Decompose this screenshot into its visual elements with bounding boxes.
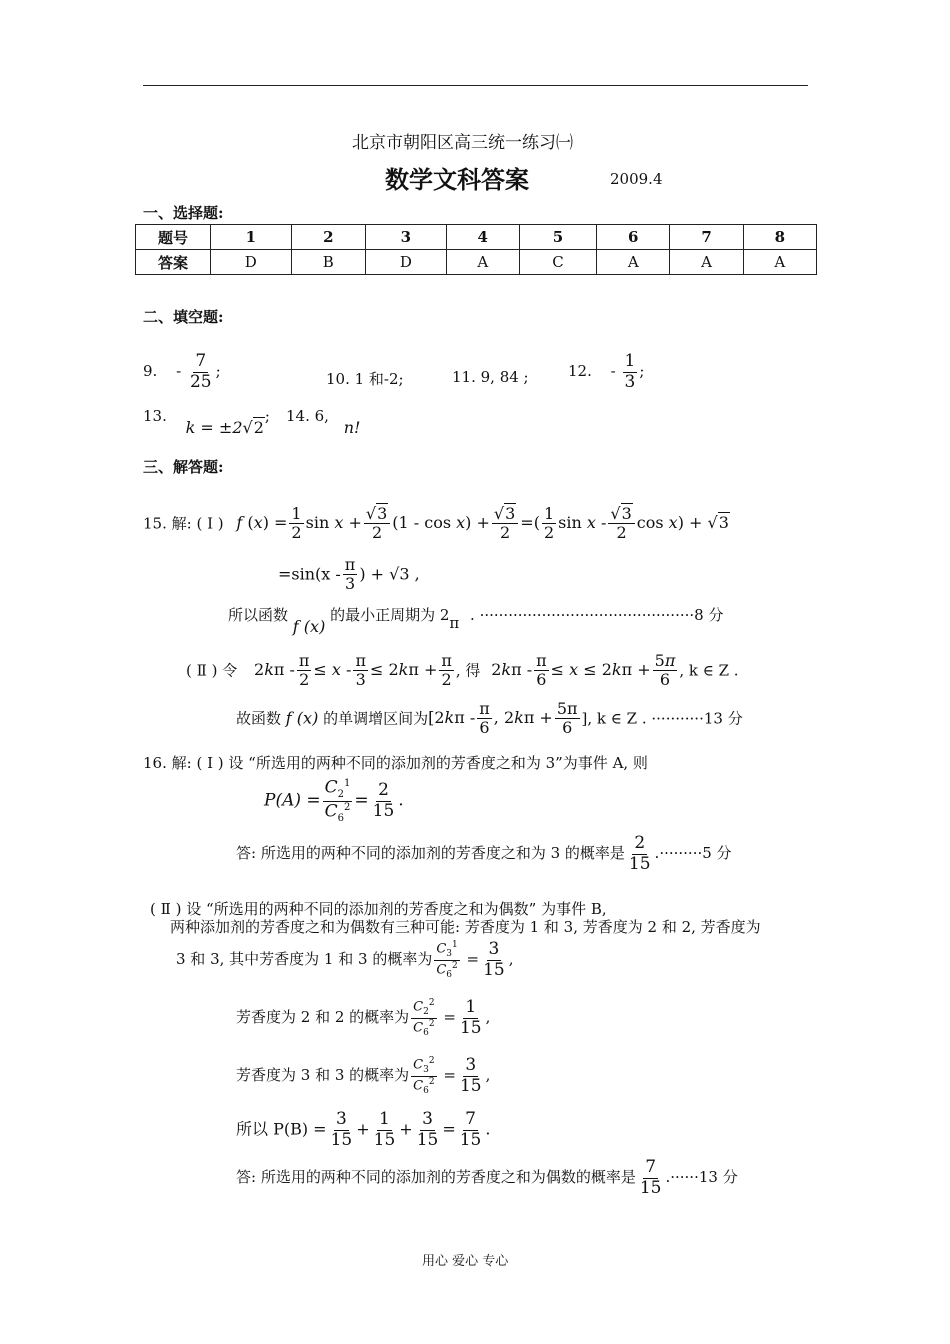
table-cell: A (597, 250, 670, 275)
answer-q13: 13. k = ±2√2; (143, 407, 270, 437)
table-cell: 8 (743, 225, 816, 250)
table-cell: D (366, 250, 447, 275)
table-cell: 4 (446, 225, 519, 250)
table-cell: C (519, 250, 596, 275)
q16-part2-line5: 芳香度为 3 和 3 的概率为 $\frac{C_3^2}{C_6^2}$ = $\frac{3}{15}$ , (236, 1055, 491, 1096)
table-cell: A (670, 250, 743, 275)
table-cell: 7 (670, 225, 743, 250)
top-rule (143, 85, 808, 86)
section3-heading: 三、解答题: (143, 458, 224, 476)
answer-q12: 12. - $\frac{1}{3}$ ; (568, 351, 645, 392)
section2-heading: 二、填空题: (143, 308, 224, 326)
q16-part2-line2: 两种添加剂的芳香度之和为偶数有三种可能: 芳香度为 1 和 3, 芳香度为 2 和 2, 芳香度为 (170, 918, 761, 936)
table-cell: 6 (597, 225, 670, 250)
table-cell: 5 (519, 225, 596, 250)
q16-part2-line1: ( Ⅱ ) 设 “所选用的两种不同的添加剂的芳香度之和为偶数” 为事件 B, (150, 900, 607, 918)
section1-heading: 一、选择题: (143, 204, 224, 222)
q16-pa: P(A) = $\frac{C_2^1}{C_6^2}$ = $\frac{2}{15}$ . (264, 777, 404, 824)
q16-answer1: 答: 所选用的两种不同的添加剂的芳香度之和为 3 的概率是 $\frac{2}{15}$ .·········5 分 (236, 833, 732, 874)
page-footer: 用心 爱心 专心 (422, 1254, 509, 1269)
fraction: $\frac{1}{3}$ (624, 351, 636, 392)
answer-q11: 11. 9, 84 ; (452, 368, 529, 386)
document-subtitle: 北京市朝阳区高三统一练习㈠ (352, 133, 573, 153)
document-title: 数学文科答案 (385, 165, 529, 194)
q16-part2-line4: 芳香度为 2 和 2 的概率为 $\frac{C_2^2}{C_6^2}$ = $\frac{1}{15}$ , (236, 997, 491, 1038)
row-label-number: 题号 (136, 225, 211, 250)
q15-interval: 故函数 f (x) 的单调增区间为[2kπ - $\frac{\pi}{6}$ , 2kπ + $\frac{5\pi}{6}$ ], k ∈ Z . ···········13 分 (236, 699, 743, 738)
table-row-answers (136, 250, 817, 275)
answer-q9: 9. - $\frac{7}{25}$ ; (143, 351, 221, 392)
table-cell: A (446, 250, 519, 275)
q16-answer2: 答: 所选用的两种不同的添加剂的芳香度之和为偶数的概率是 $\frac{7}{15}$ .······13 分 (236, 1157, 738, 1198)
answer-q14: 14. 6, n! (286, 407, 361, 437)
row-label-answer: 答案 (136, 250, 211, 275)
table-cell: 1 (211, 225, 292, 250)
q15-period: 所以函数 f (x) 的最小正周期为 2π . ·············································8 分 (228, 606, 724, 636)
q16-pb: 所以 P(B) = $\frac{3}{15}$ + $\frac{1}{15}$ + $\frac{3}{15}$ = $\frac{7}{15}$ . (236, 1109, 491, 1150)
q16-line1: 16. 解: ( Ⅰ ) 设 “所选用的两种不同的添加剂的芳香度之和为 3”为事件 A, 则 (143, 754, 648, 772)
fraction: $\frac{7}{25}$ (189, 351, 212, 392)
q15-part1: 15. 解: ( Ⅰ ) f (x) = $\frac{1}{2}$ sin x + $\frac{√3}{2}$ (1 - cos x) + $\frac{√3}{2}$ =( $\frac{1}{2}$ sin x - $\frac{√3}{2}$ cos x) + √3 (143, 504, 729, 543)
table-cell: 2 (291, 225, 365, 250)
table-cell: A (743, 250, 816, 275)
document-date: 2009.4 (610, 170, 663, 188)
q15-part2: ( Ⅱ ) 令 2kπ - $\frac{\pi}{2}$ ≤ x - $\frac{\pi}{3}$ ≤ 2kπ + $\frac{\pi}{2}$ , 得 2kπ - $\frac{\pi}{6}$ ≤ x ≤ 2kπ + $\frac{5\pi}{6}$ , k ∈ Z . (186, 651, 739, 690)
table-cell: D (211, 250, 292, 275)
table-row-numbers (136, 225, 817, 250)
answer-q10: 10. 1 和-2; (326, 370, 404, 388)
answer-table (135, 224, 817, 275)
q15-line2: =sin(x - $\frac{\pi}{3}$ ) + √3 , (278, 555, 420, 594)
table-cell: 3 (366, 225, 447, 250)
q16-part2-line3: 3 和 3, 其中芳香度为 1 和 3 的概率为 $\frac{C_3^1}{C_6^2}$ = $\frac{3}{15}$ , (176, 939, 514, 980)
table-cell: B (291, 250, 365, 275)
